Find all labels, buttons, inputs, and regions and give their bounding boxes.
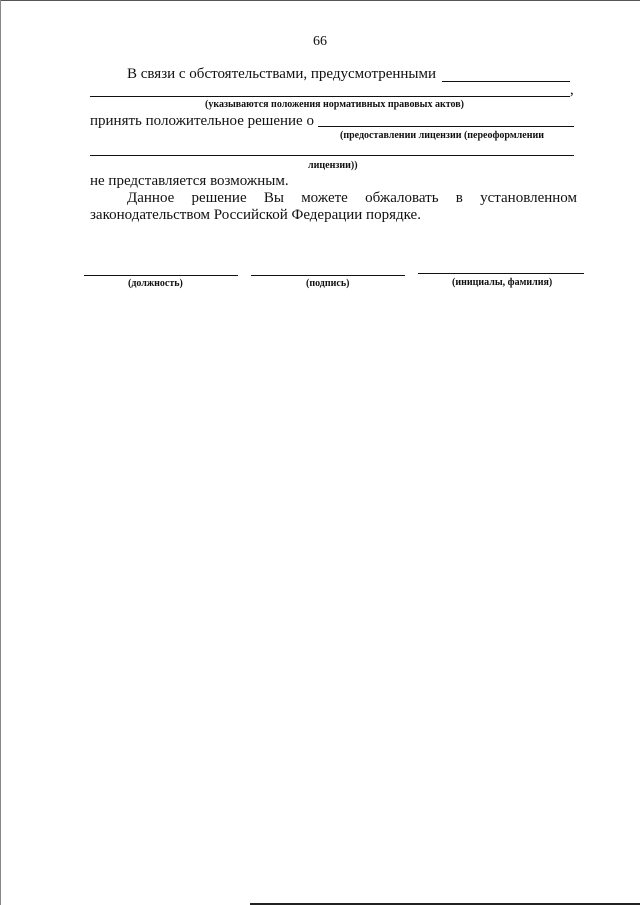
scan-border-top	[0, 0, 640, 1]
blank-line-legal-basis-2[interactable]	[90, 96, 570, 97]
position-label: (должность)	[128, 278, 183, 289]
decision-subject-hint-1: (предоставлении лицензии (переоформлении	[340, 130, 544, 141]
position-signature-line[interactable]	[84, 275, 238, 276]
signature-label: (подпись)	[306, 278, 350, 289]
appeal-text-line-2: законодательством Российской Федерации порядке.	[90, 207, 421, 223]
legal-basis-hint: (указываются положения нормативных правовых актов)	[205, 99, 464, 110]
name-signature-line[interactable]	[418, 273, 584, 274]
blank-line-decision-subject-1[interactable]	[318, 126, 574, 127]
signature-line[interactable]	[251, 275, 405, 276]
decision-subject-hint-2: лицензии))	[308, 160, 358, 171]
decision-result-text: не представляется возможным.	[90, 173, 289, 189]
decision-lead-text: принять положительное решение о	[90, 113, 314, 129]
appeal-text-line-1: Данное решение Вы можете обжаловать в установленном	[127, 190, 577, 206]
blank-line-decision-subject-2[interactable]	[90, 155, 574, 156]
paragraph-lead-text: В связи с обстоятельствами, предусмотренными	[127, 66, 437, 82]
scan-border-left	[0, 0, 1, 905]
page-number: 66	[313, 34, 327, 49]
blank-line-legal-basis-1[interactable]	[442, 81, 570, 82]
line-end-comma: ,	[570, 82, 574, 98]
name-label: (инициалы, фамилия)	[452, 277, 553, 288]
